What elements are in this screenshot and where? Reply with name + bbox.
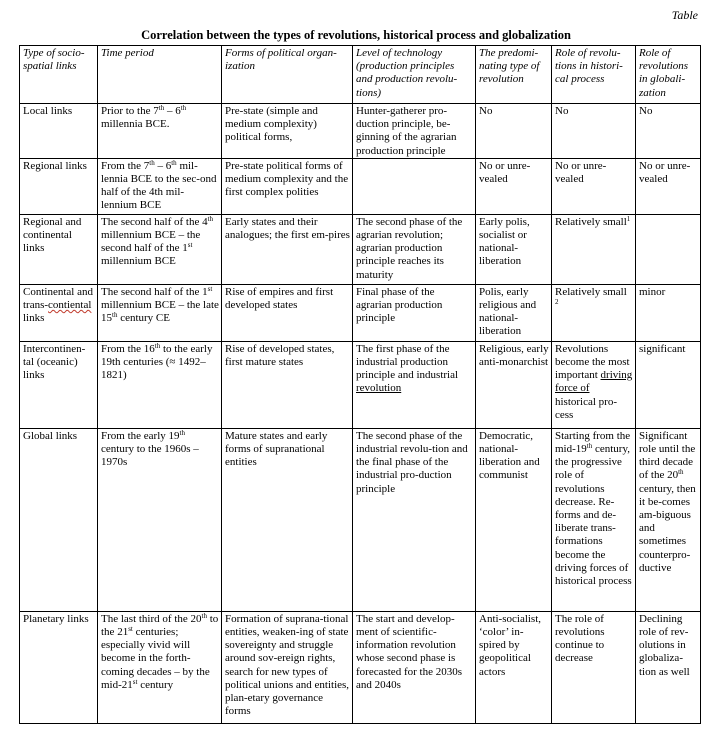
table-cell: Mature states and early forms of supranational entities [222, 428, 353, 611]
table-cell: Anti-socialist, ‘color’ in-spired by geopolitical actors [476, 611, 552, 723]
column-header: Level of technology (production principles and production revolu-tions) [353, 46, 476, 104]
row-label-cell: Intercontinen-tal (oceanic) links [20, 341, 98, 428]
table-cell: No [476, 104, 552, 159]
column-header: Type of socio-spatial links [20, 46, 98, 104]
table-cell: significant [636, 341, 701, 428]
table-title: Correlation between the types of revolutions, historical process and globalization [141, 28, 571, 42]
table-cell: Declining role of rev-olutions in globaliza-tion as well [636, 611, 701, 723]
table-cell: Formation of suprana-tional entities, weaken-ing of state sovereignty and struggle around sov-ereign rights, search for new types of political unions and entities, plan-etary governance forms [222, 611, 353, 723]
table-label: Table [671, 8, 698, 22]
column-header: Role of revolutions in globali-zation [636, 46, 701, 104]
table-cell [353, 158, 476, 214]
table-row-planetary [20, 611, 701, 723]
column-header: Role of revolu-tions in histori-cal process [552, 46, 636, 104]
table-row-local [20, 104, 701, 159]
table-cell: The role of revolutions continue to decrease [552, 611, 636, 723]
table-header-row [20, 46, 701, 104]
table-cell: The first phase of the industrial production principle and industrial revolution [353, 341, 476, 428]
table-cell: Religious, early anti-monarchist [476, 341, 552, 428]
table-cell: The second phase of the agrarian revolution; agrarian production principle reaches its maturity [353, 214, 476, 284]
row-label-cell: Continental and trans-contiental links [20, 284, 98, 341]
table-cell: The last third of the 20th to the 21st centuries; especially vivid will become in the forth-coming decades – by the mid-21st century [98, 611, 222, 723]
row-label-cell: Local links [20, 104, 98, 159]
table-row-regional [20, 158, 701, 214]
table-row-continental-transcontinental [20, 284, 701, 341]
table-cell: No [552, 104, 636, 159]
revolutions-table [19, 45, 701, 724]
table-cell: Hunter-gatherer pro-duction principle, be-ginning of the agrarian production principle [353, 104, 476, 159]
table-cell: Early states and their analogues; the first em-pires [222, 214, 353, 284]
table-cell: Democratic, national-liberation and communist [476, 428, 552, 611]
table-cell: Starting from the mid-19th century, the progressive role of revolutions decrease. Re-forms and de-liberate trans-formations become the driving forces of historical process [552, 428, 636, 611]
table-cell: Significant role until the third decade of the 20th century, then it be-comes am-biguous and sometimes counterpro-ductive [636, 428, 701, 611]
table-cell: The second half of the 1st millennium BCE – the late 15th century CE [98, 284, 222, 341]
table-cell: Relatively small $^2$ [552, 284, 636, 341]
table-cell: Revolutions become the most important driving force of historical pro-cess [552, 341, 636, 428]
table-cell: Final phase of the agrarian production principle [353, 284, 476, 341]
table-cell: From the 16th to the early 19th centuries (≈ 1492–1821) [98, 341, 222, 428]
table-cell: Prior to the 7th – 6th millennia BCE. [98, 104, 222, 159]
table-cell: Polis, early religious and national-liberation [476, 284, 552, 341]
row-label-cell: Regional and continental links [20, 214, 98, 284]
column-header: The predomi-nating type of revolution [476, 46, 552, 104]
table-cell: Early polis, socialist or national-liberation [476, 214, 552, 284]
table-cell: Rise of developed states, first mature states [222, 341, 353, 428]
table-cell: No or unre-vealed [552, 158, 636, 214]
table-row-intercontinental [20, 341, 701, 428]
row-label-cell: Regional links [20, 158, 98, 214]
table-row-global [20, 428, 701, 611]
table-cell: Rise of empires and first developed states [222, 284, 353, 341]
table-cell: The start and develop-ment of scientific-information revolution whose second phase is forecasted for the 2030s and 2040s [353, 611, 476, 723]
table-cell: Relatively small$^1$ [552, 214, 636, 284]
column-header: Forms of political organ-ization [222, 46, 353, 104]
table-cell: Pre-state political forms of medium complexity and the first complex polities [222, 158, 353, 214]
table-cell [636, 214, 701, 284]
row-label-cell: Planetary links [20, 611, 98, 723]
table-cell: The second half of the 4th millennium BCE – the second half of the 1st millennium BCE [98, 214, 222, 284]
table-row-regional-continental [20, 214, 701, 284]
table-cell: No or unre-vealed [636, 158, 701, 214]
row-label-cell: Global links [20, 428, 98, 611]
table-cell: Pre-state (simple and medium complexity) political forms, [222, 104, 353, 159]
table-cell: The second phase of the industrial revolu-tion and the final phase of the industrial pro-duction principle [353, 428, 476, 611]
table-cell: minor [636, 284, 701, 341]
table-cell: From the 7th – 6th mil-lennia BCE to the sec-ond half of the 4th mil-lennium BCE [98, 158, 222, 214]
table-cell: From the early 19th century to the 1960s – 1970s [98, 428, 222, 611]
table-cell: No or unre-vealed [476, 158, 552, 214]
table-cell: No [636, 104, 701, 159]
column-header: Time period [98, 46, 222, 104]
table-body [20, 104, 701, 724]
